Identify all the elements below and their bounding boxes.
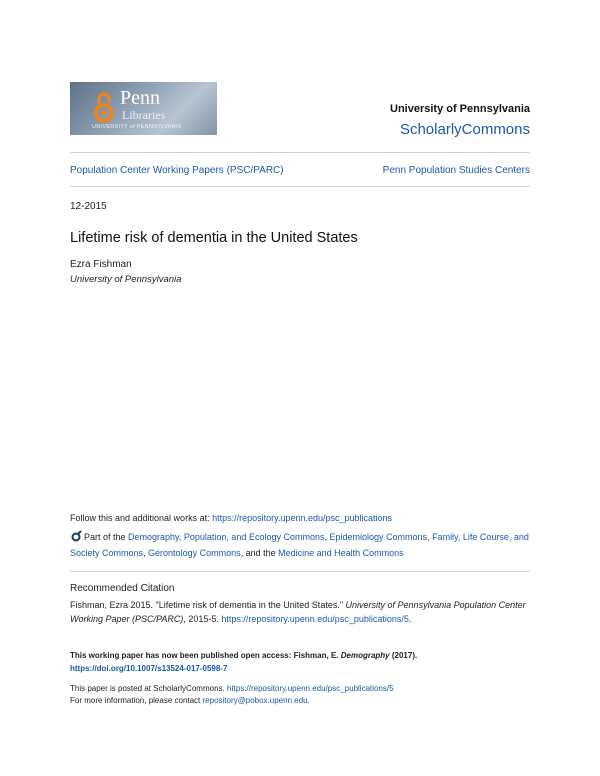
contact-end: . <box>307 696 310 705</box>
open-access-icon <box>92 90 116 124</box>
published-text: This working paper has now been published open access: Fishman, E. <box>70 651 341 660</box>
gerontology-commons-link[interactable]: Gerontology Commons <box>148 548 241 558</box>
author-name: Ezra Fishman <box>70 259 132 270</box>
separator: , <box>324 532 330 542</box>
contact-line <box>70 695 530 707</box>
publication-date: 12-2015 <box>70 201 107 212</box>
contact-text: For more information, please contact <box>70 696 203 705</box>
citation-part: . <box>408 614 412 624</box>
citation-text <box>70 598 530 626</box>
follow-line <box>70 510 530 526</box>
divider <box>70 571 530 572</box>
posted-line <box>70 683 530 695</box>
family-life-course-commons-link[interactable]: Family, Life Course, and Society Commons <box>70 532 529 558</box>
network-icon <box>70 530 82 542</box>
doi-link[interactable]: https://doi.org/10.1007/s13524-017-0598-7 <box>70 664 228 673</box>
university-name: University of Pennsylvania <box>390 103 530 115</box>
working-papers-link[interactable]: Population Center Working Papers (PSC/PARC) <box>70 165 284 176</box>
author-affiliation: University of Pennsylvania <box>70 274 182 285</box>
citation-part: , 2015-5. <box>183 614 222 624</box>
follow-text: Follow this and additional works at: <box>70 513 213 523</box>
demography-commons-link[interactable]: Demography, Population, and Ecology Commons <box>128 532 325 542</box>
part-of-prefix: Part of the <box>84 532 129 542</box>
logo-penn-text: Penn <box>120 87 160 109</box>
scholarlycommons-link[interactable]: ScholarlyCommons <box>399 121 530 138</box>
logo-libraries-text: Libraries <box>122 108 166 122</box>
paper-title: Lifetime risk of dementia in the United States <box>70 230 358 246</box>
population-studies-link[interactable]: Penn Population Studies Centers <box>382 165 530 176</box>
posted-text: This paper is posted at ScholarlyCommons. <box>70 684 227 693</box>
separator: , <box>427 532 433 542</box>
logo-university-text: UNIVERSITY of PENNSYLVANIA <box>92 124 182 130</box>
separator: , and the <box>240 548 279 558</box>
separator: , <box>143 548 149 558</box>
contact-email-link[interactable]: repository@pobox.upenn.edu <box>202 696 308 705</box>
divider <box>70 152 530 153</box>
citation-series: University of Pennsylvania Population Center Working Paper (PSC/PARC) <box>70 600 526 624</box>
part-of-commons <box>70 529 530 561</box>
published-note <box>70 649 530 675</box>
penn-libraries-logo[interactable] <box>70 82 217 135</box>
medicine-health-commons-link[interactable]: Medicine and Health Commons <box>278 548 404 558</box>
posted-url-link[interactable]: https://repository.upenn.edu/psc_publications/5 <box>226 684 394 693</box>
divider <box>70 186 530 187</box>
journal-name: Demography <box>340 651 390 660</box>
follow-url-link[interactable]: https://repository.upenn.edu/psc_publications <box>212 513 393 523</box>
epidemiology-commons-link[interactable]: Epidemiology Commons <box>329 532 428 542</box>
published-year: (2017). <box>389 651 418 660</box>
recommended-citation-heading: Recommended Citation <box>70 583 175 594</box>
posted-info <box>70 683 530 707</box>
citation-part: Fishman, Ezra 2015. "Lifetime risk of dementia in the United States." <box>70 600 346 610</box>
citation-url-link[interactable]: https://repository.upenn.edu/psc_publications/5 <box>221 614 409 624</box>
